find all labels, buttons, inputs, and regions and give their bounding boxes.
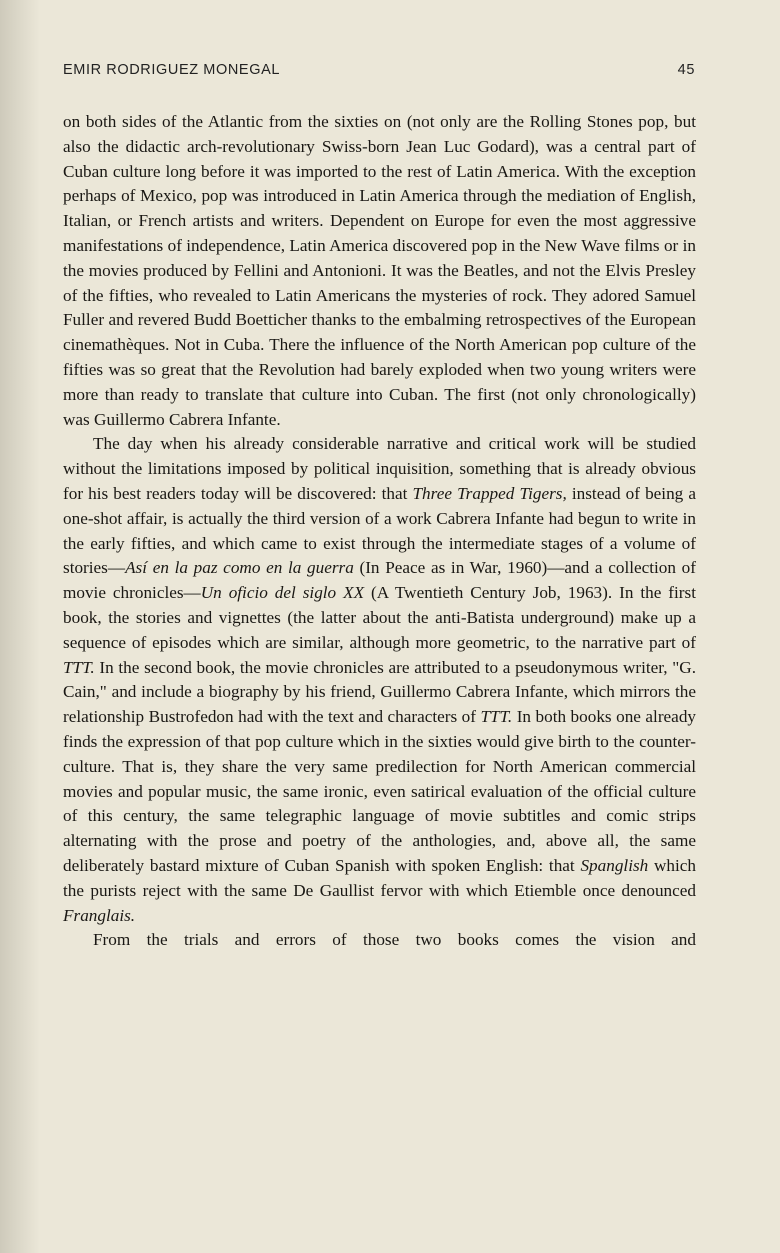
author-header: EMIR RODRIGUEZ MONEGAL (63, 62, 281, 78)
text-run: on both sides of the Atlantic from the sixties on (not only are the Rolling Stones pop, but also the didactic arch-revolutionary Swiss-born Jean Luc Godard), was a central part of Cuban culture long before it was imported to the rest of Latin America. With the exception perhaps of Mexico, pop was introduced in Latin America through the mediation of English, Italian, or French artists and writers. Dependent on Europe for even the most aggressive manifestations of independence, Latin America discovered pop in the New Wave films or in the movies produced by Fellini and Antonioni. It was the Beatles, and not the Elvis Presley of the fifties, who revealed to Latin Americans the mysteries of rock. They adored Samuel Fuller and revered Budd Boetticher thanks to the embalming retrospectives of the European cinemathèques. Not in Cuba. There the influence of the North American pop culture of the fifties was so great that the Revolution had barely exploded when two young writers were more than ready to translate that culture into Cuban. The first (not only chronologically) was Guillermo Cabrera Infante. (63, 112, 696, 429)
paragraph (63, 928, 696, 953)
text-run: From the trials and errors of those two books comes the vision and (93, 930, 696, 950)
italic-title: Así en la paz como en la guerra (125, 558, 354, 578)
text-run: In the second book, the movie chronicles are attributed to a pseudonymous writer, "G. Cain," and include a biography by his friend, Guillermo Cabrera Infante, which mirrors the relationship Bustrofedon had with the text and characters of (63, 657, 696, 727)
text-run: (A Twentieth Century Job, 1963). In the first book, the stories and vignettes (the latter about the anti-Batista underground) make up a sequence of episodes which are similar, although more geometric, to the narrative part of (63, 583, 696, 652)
italic-title: TTT. (480, 707, 513, 727)
body-text (63, 110, 696, 953)
text-run: which the purists reject with the same De Gaullist fervor with which Etiemble once denounced (63, 855, 696, 900)
paragraph (63, 110, 696, 432)
text-run: (In Peace as in War, 1960)—and a collection of movie chronicles— (63, 558, 696, 603)
italic-title: Three Trapped Tigers, (412, 483, 567, 503)
paragraph (63, 432, 696, 928)
italic-title: Spanglish (580, 855, 649, 875)
running-head (63, 62, 695, 78)
page-gutter-shadow (0, 0, 40, 1253)
text-run: The day when his already considerable narrative and critical work will be studied without the limitations imposed by political inquisition, something that is already obvious for his best readers today will be discovered: that (63, 434, 696, 503)
text-run: instead of being a one-shot affair, is actually the third version of a work Cabrera Infante had begun to write in the early fifties, and which came to exist through the intermediate stages of a volume of stories— (63, 483, 697, 578)
italic-title: TTT. (63, 657, 95, 677)
text-run: In both books one already finds the expression of that pop culture which in the sixties would give birth to the counter-culture. That is, they share the very same predilection for North American commercial movies and popular music, the same ironic, even satirical evaluation of the official culture of this century, the same telegraphic language of movie subtitles and comic strips alternating with the prose and poetry of the anthologies, and, above all, the same deliberately bastard mixture of Cuban Spanish with spoken English: that (63, 707, 697, 875)
italic-title: Un oficio del siglo XX (200, 583, 365, 603)
italic-title: Franglais. (63, 905, 136, 925)
page-number: 45 (677, 62, 695, 78)
